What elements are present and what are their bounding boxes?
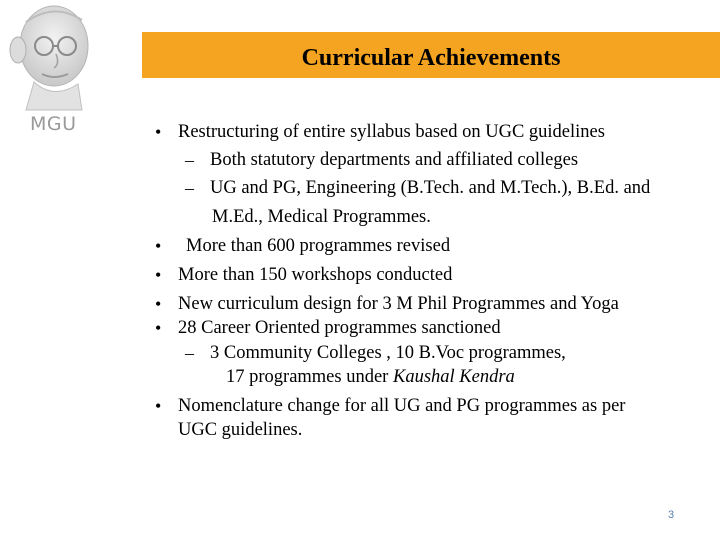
bullet-text: New curriculum design for 3 M Phil Programmes and Yoga (178, 294, 619, 314)
bullet-marker: • (155, 294, 162, 314)
subitem-text-continued: M.Ed., Medical Programmes. (212, 207, 431, 227)
logo-text: MGU (30, 113, 77, 135)
kaushal-kendra-text: Kaushal Kendra (392, 367, 515, 387)
page-number: 3 (668, 509, 675, 521)
bullet-text: More than 150 workshops conducted (178, 265, 453, 285)
subitem-text: UG and PG, Engineering (B.Tech. and M.Tech.), B.Ed. and (210, 178, 651, 198)
bullet-marker: • (155, 265, 162, 285)
dash-marker: – (185, 343, 194, 363)
bullet-marker: • (155, 236, 162, 256)
slide-title: Curricular Achievements (301, 44, 561, 71)
subitem-text-continued (226, 366, 515, 388)
dash-marker: – (185, 150, 194, 170)
bullet-text-continued: UGC guidelines. (178, 420, 303, 440)
bullet-marker: • (155, 122, 162, 142)
subitem-text-plain: 17 programmes under (226, 367, 393, 387)
subitem-text: Both statutory departments and affiliated colleges (210, 150, 579, 170)
bullet-text: Restructuring of entire syllabus based on UGC guidelines (178, 122, 605, 142)
bullet-marker: • (155, 318, 162, 338)
bullet-marker: • (155, 396, 162, 416)
bullet-text: 28 Career Oriented programmes sanctioned (178, 318, 501, 338)
subitem-text: 3 Community Colleges , 10 B.Voc programmes, (210, 343, 566, 363)
bullet-text: More than 600 programmes revised (186, 236, 451, 256)
dash-marker: – (185, 178, 194, 198)
bullet-text: Nomenclature change for all UG and PG programmes as per (178, 396, 626, 416)
